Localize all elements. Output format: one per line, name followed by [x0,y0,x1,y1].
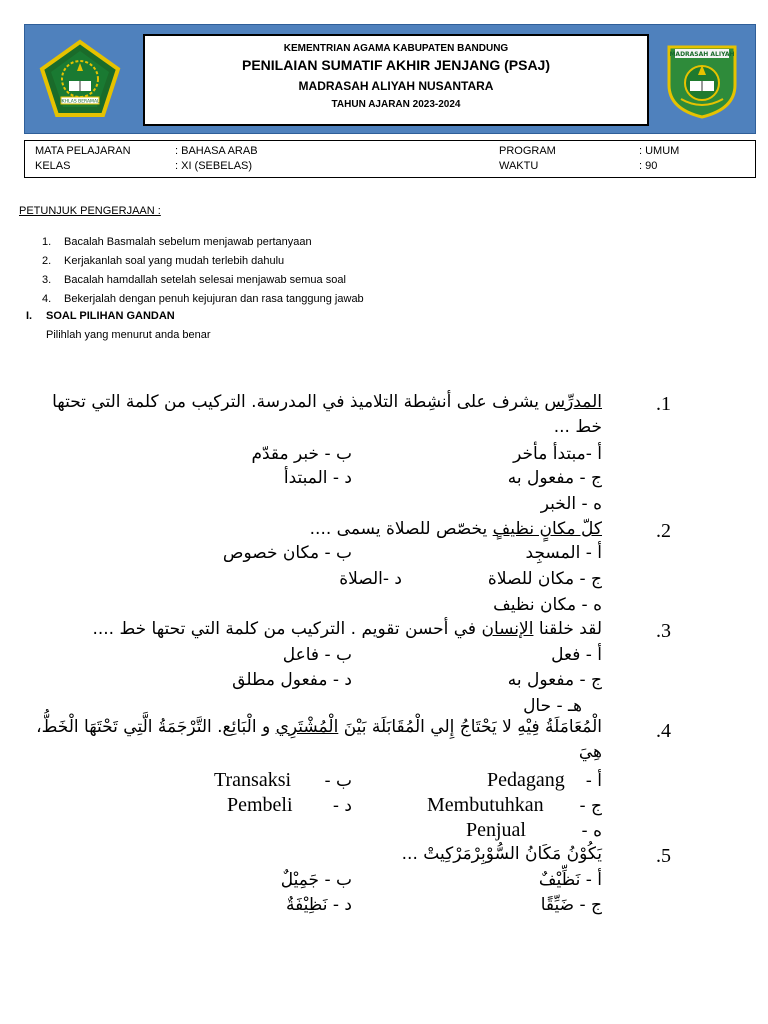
option-a-3: أ - فعل [551,645,602,665]
option-b-4: Transaksi [214,769,292,791]
option-b-3: ب - فاعل [282,645,352,665]
question-stem-4 [36,715,602,765]
option-d-1: د - المبتدأ [283,468,352,488]
program-value: : UMUM [639,145,680,157]
ministry-line: KEMENTRIAN AGAMA KABUPATEN BANDUNG [283,43,509,54]
section-subtitle: Pilihlah yang menurut anda benar [46,329,211,341]
item-number: 4. [42,293,52,305]
instructions-title: PETUNJUK PENGERJAAN : [19,205,161,217]
question-stem-1 [36,390,602,440]
logo-left-label: IKHLAS BERAMAL [60,99,100,105]
exam-title: PENILAIAN SUMATIF AKHIR JENJANG (PSAJ) [241,57,551,73]
option-c-1: ج - مفعول به [507,468,602,488]
question-number-1: .1 [656,393,671,415]
item-number: 1. [42,236,52,248]
option-d-2: د -الصلاة [339,569,402,589]
madrasah-logo-icon [661,39,743,121]
kelas-label: KELAS [35,160,71,172]
section-roman: I. [26,310,33,322]
logo-right-label: MADRASAH ALIYAH [669,51,735,58]
list-item [42,292,364,311]
stem-text: في أحسن تقويم . التركيب من كلمة التي تحتها خط .... [92,619,482,639]
stem-text: يخصّص للصلاة يسمى .... [309,519,493,539]
academic-year: TAHUN AJARAN 2023-2024 [331,99,461,110]
section-title-text: SOAL PILIHAN GANDAN [46,310,175,322]
instructions-list [42,235,364,311]
option-d-5: د - نَظِيْفَةٌ [285,895,352,915]
item-number: 3. [42,274,52,286]
question-number-2: .2 [656,520,671,542]
list-item [42,235,364,254]
option-b-4-letter: ب - [324,771,352,791]
item-text: Bacalah hamdallah setelah selesai menjawab semua soal [64,274,346,286]
question-number-4: .4 [656,720,671,742]
question-stem-5: يَكُوْنُ مَكَانُ السُّوْبِرْمَرْكِيتْ ... [401,844,602,864]
program-label: PROGRAM [499,145,556,157]
section-title [26,310,175,322]
option-e-1: ه - الخبر [540,494,602,514]
kemenag-logo-icon [39,39,121,121]
option-d-4-letter: د - [332,796,352,816]
option-c-4: Membutuhkan [427,794,544,816]
underlined-word: كلّ مكانٍ نظيفٍ [492,519,602,539]
question-number-5: .5 [656,845,671,867]
option-e-2: ه - مكان نظيف [493,595,602,615]
exam-title-box [143,34,649,126]
underlined-word: الإنسان [481,619,534,639]
item-text: Kerjakanlah soal yang mudah terlebih dahulu [64,255,285,267]
option-e-3: هـ - حال [523,696,582,716]
exam-header [24,24,756,134]
underlined-word: المدرِّس [544,392,602,412]
option-c-5: ج - ضَيِّقًا [540,895,602,915]
option-a-1: أ -مبتدأ مأخر [513,444,602,464]
option-c-3: ج - مفعول به [507,670,602,690]
subject-info-box [24,140,756,178]
underlined-word: الْمُشْتَرِي [275,717,339,737]
option-a-4: Pedagang [487,769,565,791]
option-a-4-letter: أ - [585,771,602,791]
mapel-label: MATA PELAJARAN [35,145,131,157]
option-a-2: أ - المسجِد [525,543,602,563]
option-b-5: ب - جَمِيْلٌ [280,870,352,890]
option-a-5: أ - نَظِّيْفٌ [538,870,602,890]
stem-text: و الْبَائِع. التَّرْجَمَةُ الَّتِي تَحْتَهَا الْخَطُّ، هِيَ [36,717,602,762]
item-text: Bacalah Basmalah sebelum menjawab pertanyaan [64,236,312,248]
waktu-label: WAKTU [499,160,539,172]
option-e-4-letter: ه - [581,821,602,841]
item-number: 2. [42,255,52,267]
option-b-1: ب - خبر مقدّم [251,444,352,464]
stem-text-pre: الْمُعَامَلَةُ فِيْهِ لا يَحْتَاجُ إِلي الْمُقَابَلَة بَيْنَ [338,717,602,737]
item-text: Bekerjalah dengan penuh kejujuran dan rasa tanggung jawab [64,293,364,305]
option-c-4-letter: ج - [579,796,602,816]
school-name: MADRASAH ALIYAH NUSANTARA [298,79,494,93]
kelas-value: : XI (SEBELAS) [175,160,253,172]
option-e-4: Penjual [466,819,526,841]
list-item [42,254,364,273]
stem-text: يشرف على أنشِطة التلاميذ في المدرسة. التركيب من كلمة التي تحتها خط ... [52,392,602,437]
question-stem-2 [36,517,602,542]
option-d-3: د - مفعول مطلق [232,670,352,690]
option-c-2: ج - مكان للصلاة [487,569,602,589]
option-d-4: Pembeli [227,794,293,816]
mapel-value: : BAHASA ARAB [175,145,258,157]
waktu-value: : 90 [639,160,658,172]
question-number-3: .3 [656,620,671,642]
question-stem-3 [36,617,602,642]
stem-text-pre: لقد خلقنا [533,619,602,639]
list-item [42,273,364,292]
option-b-2: ب - مكان خصوص [222,543,352,563]
